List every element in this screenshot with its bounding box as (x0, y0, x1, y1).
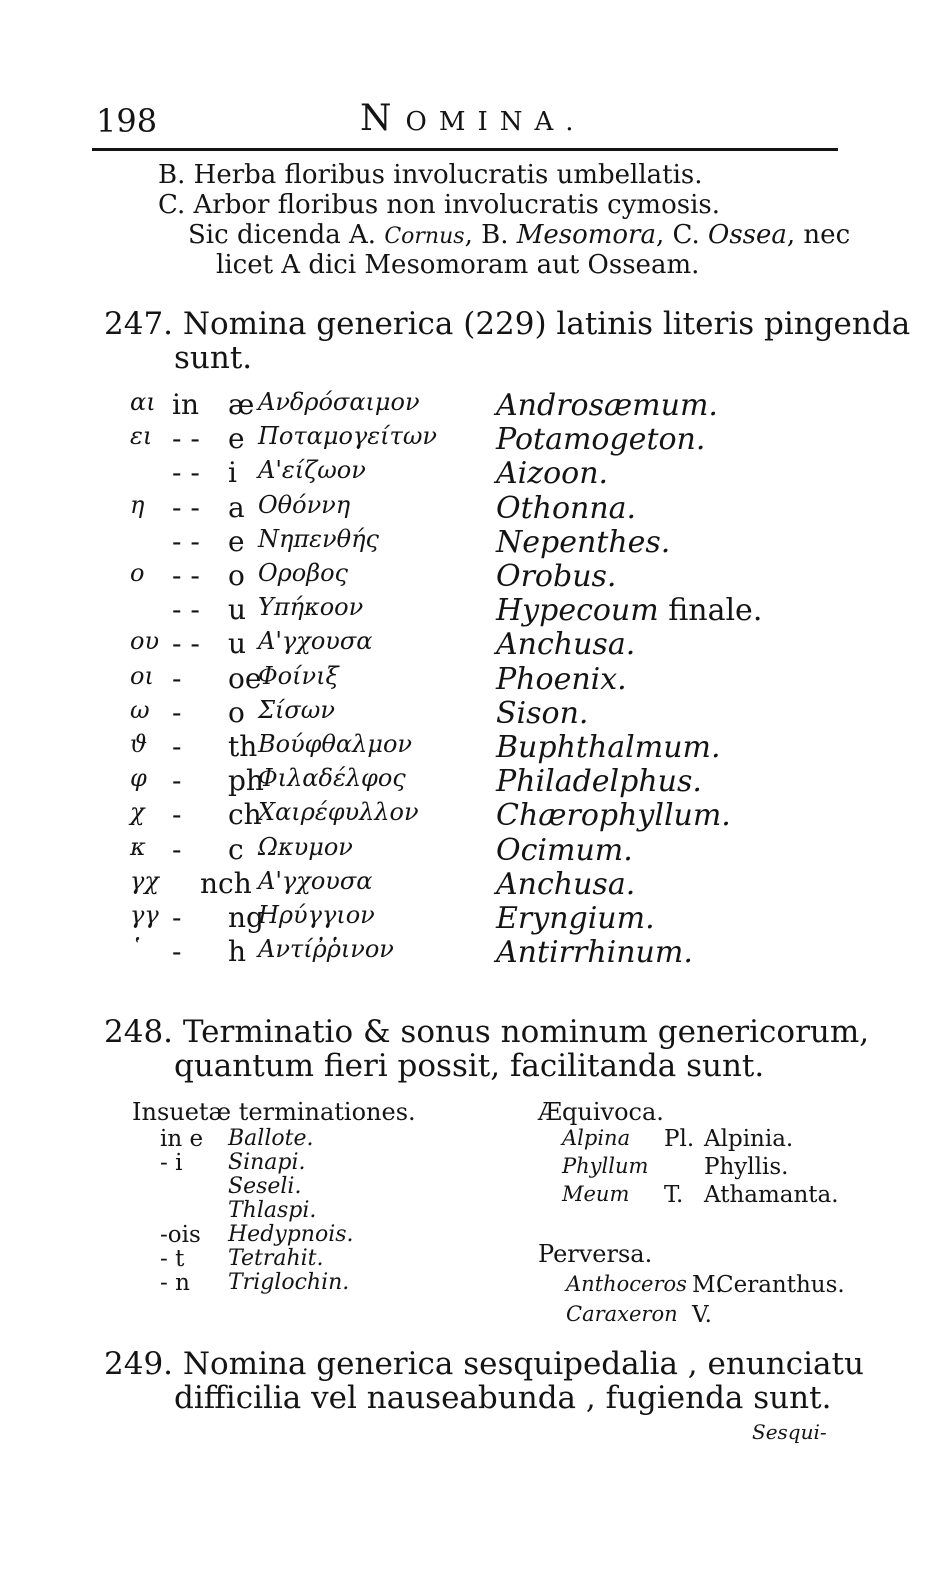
latin-equivalent: u (228, 627, 247, 661)
dash-marker: - (172, 764, 182, 798)
running-title-rest: OMINA. (405, 107, 586, 137)
termination-ending: -ois (160, 1222, 201, 1248)
insuetae-heading: Insuetæ terminationes. (132, 1098, 416, 1126)
greek-letter: κ (130, 832, 146, 861)
latin-word-text: Antirrhinum. (496, 935, 693, 971)
latin-word (496, 525, 670, 560)
greek-word: Ηρύγγιον (258, 901, 375, 929)
latin-word (496, 901, 655, 936)
greek-word: Ωκυμον (258, 832, 353, 861)
latin-word-text: Anchusa. (496, 866, 636, 902)
latin-equivalent: e (228, 422, 245, 456)
aequivoca-author: T. (664, 1182, 684, 1208)
termination-example: Hedypnois. (228, 1222, 354, 1247)
section-247-line-1 (104, 306, 910, 342)
aequivoca-alternative: Alpinia. (704, 1126, 794, 1152)
table-row (130, 867, 770, 903)
perversa-author: M. (692, 1272, 723, 1298)
intro-line-c (158, 190, 720, 220)
termination-example: Sinapi. (228, 1150, 306, 1175)
greek-word: Α'γχουσα (258, 627, 373, 656)
table-row (130, 593, 770, 629)
greek-word: Ποταμογείτων (258, 422, 437, 451)
intro-text-b: Herba floribus involucratis umbellatis. (193, 160, 703, 190)
latin-equivalent: ng (228, 901, 264, 934)
sic-prefix: Sic dicenda A. (188, 220, 377, 250)
dash-marker: - - (172, 559, 200, 592)
latin-word (496, 559, 616, 594)
sic-mid-1: , B. (464, 220, 509, 250)
dash-marker: in (172, 388, 199, 421)
greek-word: Φοίνιξ (258, 661, 339, 690)
greek-letter: ϑ (130, 730, 148, 758)
latin-word-text: Nepenthes. (496, 524, 671, 560)
dash-marker: - (172, 901, 182, 934)
table-row (130, 559, 770, 595)
perversa-name: Anthoceros (566, 1272, 687, 1296)
table-row (130, 422, 770, 458)
latin-equivalent: o (228, 559, 245, 592)
greek-letter: γχ (130, 866, 159, 895)
latin-word (496, 627, 635, 662)
greek-letter: ου (130, 627, 160, 656)
greek-word: Οροβος (258, 559, 348, 587)
latin-equivalent: ph (228, 764, 264, 798)
latin-word (496, 798, 731, 833)
latin-word (496, 422, 705, 457)
latin-equivalent: i (228, 456, 237, 490)
latin-word-text: Aizoon. (496, 456, 609, 492)
greek-letter: χ (130, 798, 145, 827)
latin-word (496, 491, 636, 526)
greek-word: Φιλαδέλφος (258, 764, 406, 793)
section-248-text-1: Terminatio & sonus nominum genericorum, (182, 1014, 870, 1050)
latin-equivalent: oe (228, 661, 262, 695)
section-249-text-1: Nomina generica sesquipedalia , enunciatu (182, 1346, 864, 1382)
termination-ending: in e (160, 1126, 204, 1152)
greek-letter: η (130, 490, 145, 519)
table-row (130, 833, 770, 869)
termination-example: Tetrahit. (228, 1246, 324, 1271)
dash-marker: - (172, 832, 182, 866)
intro-label-b: B. (158, 160, 186, 190)
latin-word-text: Sison. (496, 695, 589, 731)
aequivoca-name: Meum (562, 1182, 630, 1206)
dash-marker: - - (172, 593, 200, 627)
aequivoca-name: Phyllum (562, 1154, 649, 1178)
aequivoca-heading: Æquivoca. (538, 1098, 664, 1126)
running-title-initial: N (360, 98, 406, 139)
latin-word-text: Orobus. (496, 559, 617, 594)
table-row (130, 388, 770, 424)
dash-marker: - - (172, 627, 200, 661)
latin-equivalent: h (228, 935, 247, 969)
latin-word-text: Othonna. (496, 490, 637, 526)
greek-word: Ανδρόσαιμον (258, 388, 420, 416)
termination-ending: - n (160, 1270, 190, 1296)
perversa-name: Caraxeron (566, 1302, 678, 1326)
termination-example: Triglochin. (228, 1270, 350, 1295)
perversa-heading: Perversa. (538, 1240, 653, 1268)
greek-word: Αντίῤῥινον (258, 935, 394, 964)
latin-word-note: finale. (668, 593, 763, 629)
greek-word: Βούφθαλμον (258, 730, 412, 758)
intro-licet-line: licet A dici Mesomoram aut Osseam. (216, 250, 700, 280)
table-row (130, 730, 770, 766)
section-249-line-2: difficilia vel nauseabunda , fugienda sunt. (174, 1380, 832, 1416)
aequivoca-alternative: Athamanta. (704, 1182, 839, 1208)
dash-marker: - - (172, 422, 200, 456)
intro-text-c: Arbor floribus non involucratis cymosis. (193, 190, 720, 220)
table-row (130, 627, 770, 663)
latin-equivalent: æ (228, 388, 255, 421)
sic-genus-c: Ossea (708, 220, 787, 250)
latin-word (496, 593, 762, 628)
table-row (130, 798, 770, 834)
latin-word (496, 662, 627, 697)
table-row (130, 491, 770, 527)
greek-word: Οθόννη (258, 490, 351, 519)
termination-example: Thlaspi. (228, 1198, 317, 1223)
section-249-line-1 (104, 1346, 864, 1382)
latin-word-text: Buphthalmum. (496, 730, 721, 765)
section-248-number: 248. (104, 1014, 174, 1050)
greek-word: Σίσων (258, 695, 335, 724)
table-row (130, 525, 770, 561)
sic-mid-2: , C. (655, 220, 700, 250)
greek-letter: ω (130, 695, 150, 724)
latin-equivalent: o (228, 695, 245, 729)
latin-equivalent: e (228, 524, 245, 558)
sic-end: , nec (786, 220, 851, 250)
sic-genus-b: Mesomora (516, 220, 656, 250)
latin-word-text: Chærophyllum. (496, 798, 731, 834)
greek-word: Α'είζωον (258, 456, 366, 485)
greek-letter: οι (130, 661, 154, 690)
dash-marker: - - (172, 456, 200, 490)
latin-equivalent: ch (228, 798, 262, 832)
latin-word (496, 935, 693, 970)
termination-example: Seseli. (228, 1174, 302, 1199)
section-248-line-1 (104, 1014, 869, 1050)
latin-word-text: Eryngium. (496, 901, 655, 936)
latin-word (496, 764, 702, 799)
running-title (360, 98, 586, 139)
table-row (130, 764, 770, 800)
latin-equivalent: th (228, 730, 258, 763)
aequivoca-author: Pl. (664, 1126, 695, 1152)
latin-word-text: Anchusa. (496, 627, 636, 663)
greek-word: Νηπενθής (258, 524, 379, 553)
latin-word-text: Ocimum. (496, 832, 633, 868)
latin-equivalent: u (228, 593, 247, 627)
greek-letter: ει (130, 422, 153, 451)
perversa-author: V. (692, 1302, 712, 1328)
termination-ending: - i (160, 1150, 183, 1176)
latin-word (496, 833, 633, 868)
table-row (130, 935, 770, 971)
sic-genus-a: Cornus (384, 224, 465, 249)
latin-equivalent: nch (200, 866, 252, 900)
section-247-line-2: sunt. (174, 340, 253, 376)
section-247-text-1: Nomina generica (229) latinis literis pingenda (182, 306, 911, 342)
dash-marker: - (172, 730, 182, 763)
table-row (130, 456, 770, 492)
latin-word-text: Philadelphus. (496, 764, 702, 800)
dash-marker: - - (172, 524, 200, 558)
greek-letter: φ (130, 764, 147, 793)
latin-equivalent: c (228, 832, 244, 866)
perversa-alternative: Ceranthus. (716, 1272, 845, 1298)
dash-marker: - (172, 695, 182, 729)
intro-label-c: C. (158, 190, 186, 220)
termination-example: Ballote. (228, 1126, 314, 1151)
greek-letter: ο (130, 559, 145, 587)
greek-letter: γγ (130, 901, 159, 929)
intro-sic-line (188, 220, 850, 250)
header-rule (92, 148, 838, 151)
latin-word-text: Potamogeton. (496, 422, 706, 458)
latin-equivalent: a (228, 490, 245, 524)
aequivoca-name: Alpina (562, 1126, 631, 1150)
greek-letter: αι (130, 388, 156, 416)
latin-word-text: Androsæmum. (496, 388, 718, 423)
greek-word: Χαιρέφυλλον (258, 798, 419, 827)
greek-letter: ῾ (130, 935, 142, 964)
dash-marker: - (172, 935, 182, 969)
table-row (130, 696, 770, 732)
table-row (130, 662, 770, 698)
termination-ending: - t (160, 1246, 185, 1272)
greek-word: Α'γχουσα (258, 866, 373, 895)
latin-word-text: Phoenix. (496, 661, 627, 697)
section-248-line-2: quantum fieri possit, facilitanda sunt. (174, 1048, 765, 1084)
dash-marker: - (172, 661, 182, 695)
latin-word-text: Hypecoum (496, 593, 659, 629)
table-row (130, 901, 770, 937)
section-247-number: 247. (104, 306, 174, 342)
aequivoca-alternative: Phyllis. (704, 1154, 789, 1180)
latin-word (496, 696, 588, 731)
dash-marker: - - (172, 490, 200, 524)
section-249-number: 249. (104, 1346, 174, 1382)
page-number: 198 (96, 102, 158, 140)
latin-word (496, 867, 635, 902)
latin-word (496, 730, 721, 765)
greek-word: Υπήκοον (258, 593, 364, 622)
dash-marker: - (172, 798, 182, 832)
latin-word (496, 388, 718, 423)
latin-word (496, 456, 608, 491)
catchword: Sesqui- (752, 1420, 827, 1444)
intro-line-b (158, 160, 703, 190)
